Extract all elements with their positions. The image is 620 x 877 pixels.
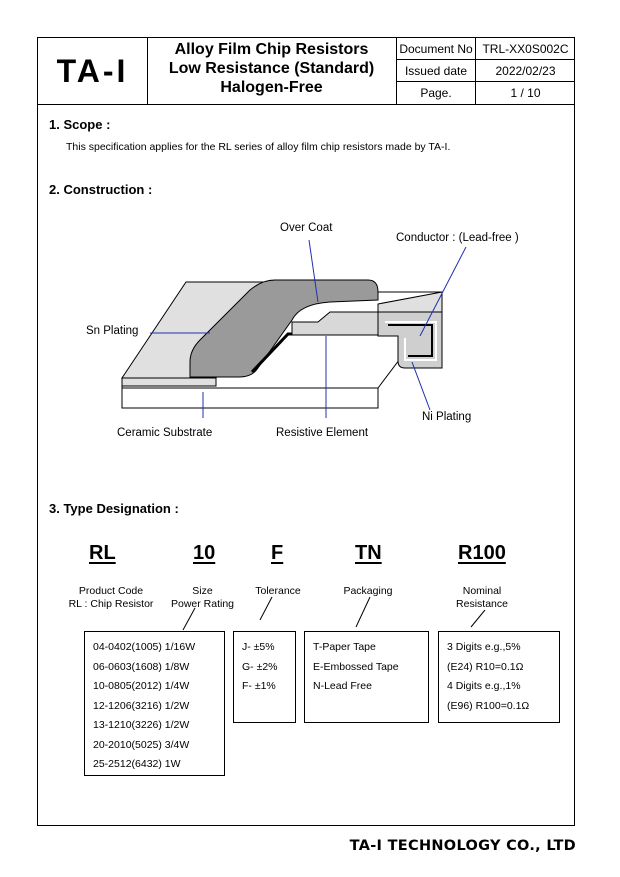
construction-heading: 2. Construction : [49,182,153,197]
code-packaging: TN [355,542,382,564]
resistance-list-box [438,631,560,723]
issued-value: 2022/02/23 [495,63,556,78]
desc-product-line-1: Product Code [78,585,144,597]
list-item: T-Paper Tape [313,641,376,653]
desc-packaging-line-1: Packaging [343,585,393,597]
scope-text: This specification applies for the RL series of alloy film chip resistors made by TA-I. [66,141,451,153]
conductor-label: Conductor : (Lead-free ) [396,232,519,244]
desc-size-line-2: Power Rating [170,598,235,610]
desc-tolerance-line-1: Tolerance [255,585,301,597]
tolerance-leader [260,597,272,620]
resistance-leader [471,610,485,627]
substrate-front [122,388,378,408]
code-size: 10 [193,542,216,564]
list-item: 3 Digits e.g.,5% [447,641,521,653]
list-item: 04-0402(1005) 1/16W [93,641,196,653]
over-coat-label: Over Coat [280,222,333,234]
list-item: (E24) R10=0.1Ω [447,660,524,673]
resistive-label: Resistive Element [276,427,369,439]
desc-size [165,585,240,611]
desc-size-line-1: Size [192,585,213,597]
list-item: F- ±1% [242,680,276,692]
desc-nominal [448,585,516,611]
size-leader [183,608,195,630]
issued-label: Issued date [404,63,468,78]
company-footer: TA-I TECHNOLOGY CO., LTD [349,838,576,854]
tolerance-list-box [233,631,296,723]
list-item: 4 Digits e.g.,1% [447,680,521,692]
doc-no-value: TRL-XX0S002C [482,41,569,56]
packaging-list-box [304,631,429,723]
desc-nominal-line-2: Resistance [456,598,508,610]
code-resistance: R100 [458,542,506,564]
list-item: 06-0603(1608) 1/8W [93,660,190,673]
title-line-1: Alloy Film Chip Resistors [174,41,369,58]
list-item: 12-1206(3216) 1/2W [93,699,190,712]
list-item: N-Lead Free [313,680,372,692]
desc-nominal-line-1: Nominal [462,585,502,597]
sn-plating-label: Sn Plating [86,325,139,337]
desc-product-code [56,585,166,611]
code-product: RL [89,542,116,564]
company-logo: TA-I [56,52,129,89]
list-item: 10-0805(2012) 1/4W [93,680,190,692]
title-line-2: Low Resistance (Standard) [168,60,375,77]
ni-plating-pointer [412,362,430,410]
size-list-box [84,631,225,776]
code-tolerance: F [271,542,284,564]
list-item: 25-2512(6432) 1W [93,758,181,770]
list-item: J- ±5% [242,641,275,653]
type-designation-heading: 3. Type Designation : [49,501,179,516]
doc-no-label: Document No [399,41,473,56]
ni-plating-label: Ni Plating [422,411,472,423]
packaging-leader [356,597,370,627]
page-value: 1 / 10 [510,85,541,100]
list-item: 20-2010(5025) 3/4W [93,738,190,751]
page-label: Page. [420,85,452,100]
list-item: 13-1210(3226) 1/2W [93,719,190,731]
list-item: (E96) R100=0.1Ω [447,699,530,712]
ceramic-label: Ceramic Substrate [117,427,213,439]
scope-heading: 1. Scope : [49,117,111,132]
desc-packaging [333,585,403,598]
desc-product-line-2: RL : Chip Resistor [68,598,154,610]
title-line-3: Halogen-Free [220,79,323,96]
desc-tolerance [248,585,308,598]
list-item: G- ±2% [242,660,278,673]
list-item: E-Embossed Tape [313,660,399,673]
